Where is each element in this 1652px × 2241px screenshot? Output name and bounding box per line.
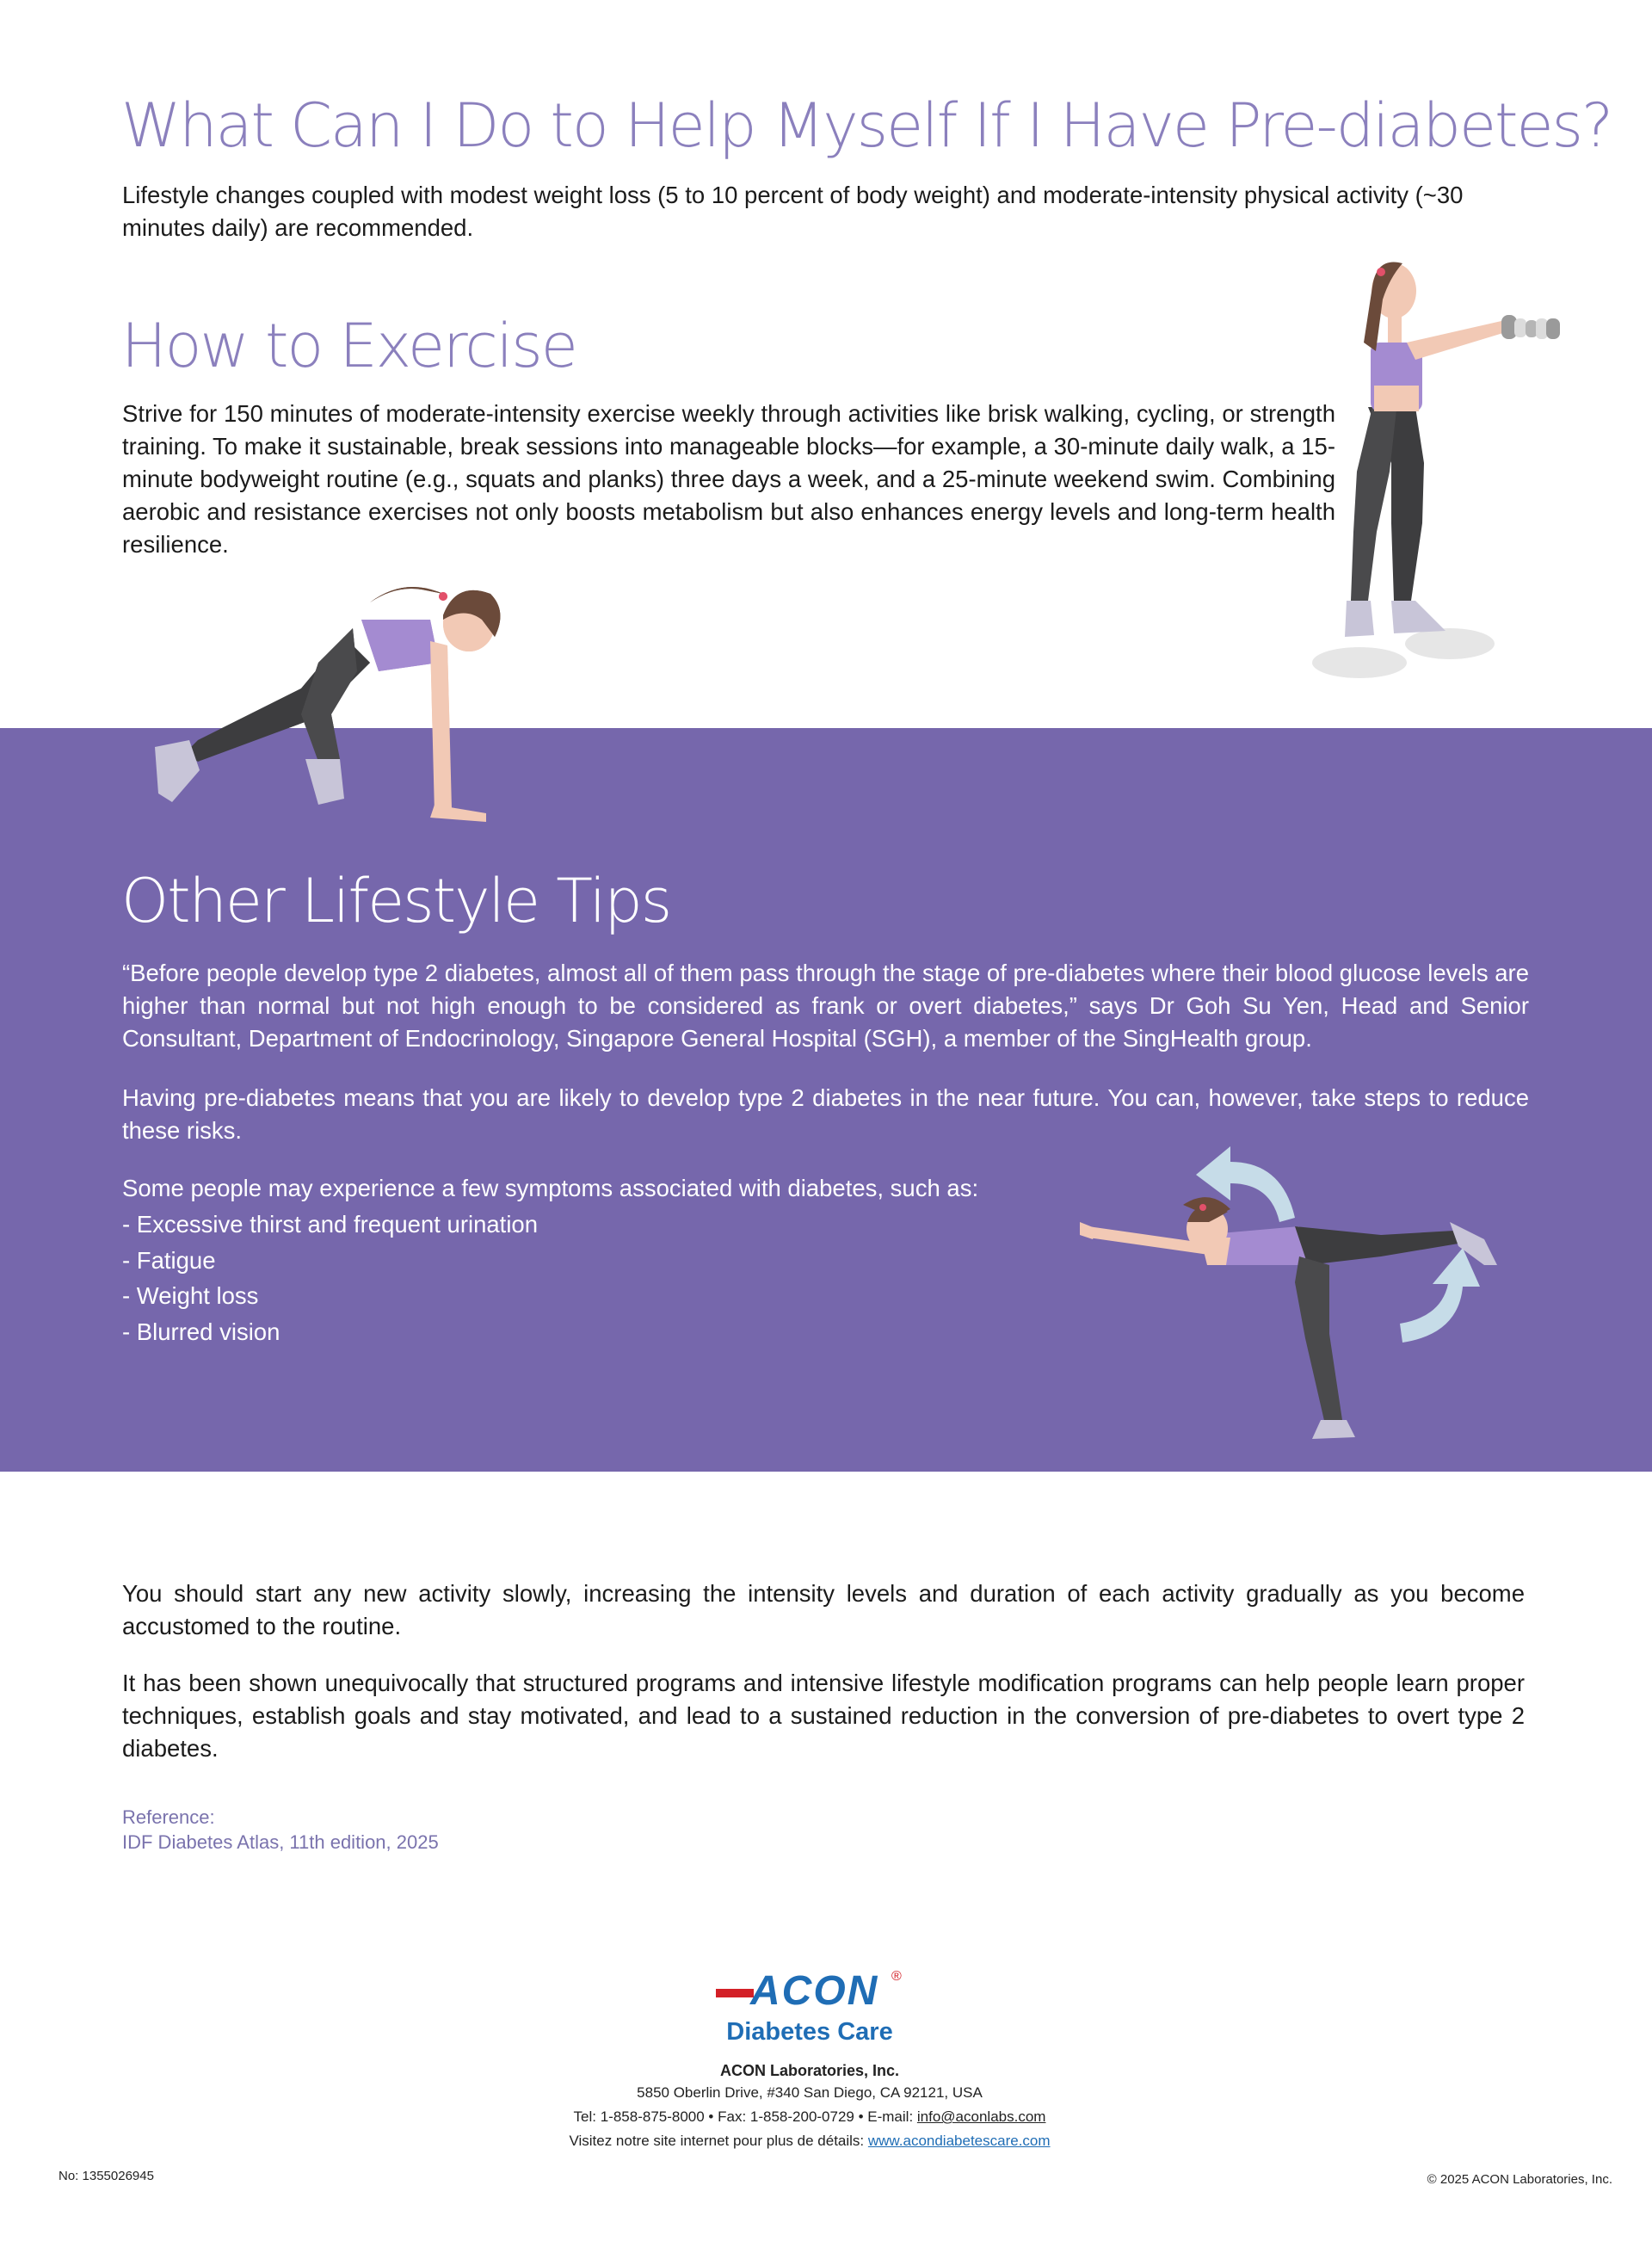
list-item: - Fatigue [122, 1246, 216, 1274]
contact-text: Tel: 1-858-875-8000 • Fax: 1-858-200-0729 • E-mail: [573, 2108, 917, 2125]
lifestyle-tips-title: Other Lifestyle Tips [121, 866, 671, 936]
reference-source: IDF Diabetes Atlas, 11th edition, 2025 [122, 1831, 439, 1853]
risk-paragraph: Having pre-diabetes means that you are likely to develop type 2 diabetes in the near future. You can, however, take steps to reduce these risks. [122, 1084, 1529, 1144]
exercise-paragraph: Strive for 150 minutes of moderate-intensity exercise weekly through activities like brisk walking, cycling, or strength training. To make it sustainable, break sessions into manageable blocks—for example, a 30-minute daily walk, a 15-minute bodyweight routine (e.g., squats and planks) three days a week, and a 25-minute weekend swim. Combining aerobic and resistance exercises not only boosts metabolism but also enhances energy levels and long-term health resilience. [122, 400, 1335, 558]
logo-subtitle: Diabetes Care [726, 2018, 893, 2046]
email-link[interactable]: info@aconlabs.com [916, 2108, 1046, 2125]
intro-paragraph: Lifestyle changes coupled with modest weight loss (5 to 10 percent of body weight) and moderate-intensity physical activity (~30 minutes daily) are recommended. [122, 182, 1464, 241]
acon-logo [716, 1969, 940, 2021]
reference [122, 1805, 439, 1855]
copyright: © 2025 ACON Laboratories, Inc. [1427, 2172, 1612, 2187]
doctor-quote: “Before people develop type 2 diabetes, almost all of them pass through the stage of pre-diabetes where their blood glucose levels are higher than normal but not high enough to be considered as frank or overt diabetes,” says Dr Goh Su Yen, Head and Senior Consultant, Department of Endocrinology, Singapore General Hospital (SGH), a member of the SingHealth group. [122, 960, 1529, 1052]
symptoms-intro: Some people may experience a few symptoms associated with diabetes, such as: [122, 1175, 979, 1201]
main-title: What Can I Do to Help Myself If I Have Pre-diabetes? [121, 90, 1612, 161]
document-number: No: 1355026945 [59, 2169, 154, 2183]
website-text: Visitez notre site internet pour plus de détails: [569, 2133, 868, 2149]
company-address: 5850 Oberlin Drive, #340 San Diego, CA 92121, USA [637, 2084, 983, 2101]
list-item: - Excessive thirst and frequent urination [122, 1211, 539, 1238]
symptoms-list [122, 1207, 538, 1349]
exercise-title: How to Exercise [121, 311, 576, 381]
mountain-climber-woman-overlay [146, 568, 576, 826]
list-item: - Blurred vision [122, 1318, 280, 1345]
contact-line [0, 2108, 1619, 2126]
programs-paragraph: It has been shown unequivocally that structured programs and intensive lifestyle modification programs can help people learn proper techniques, establish goals and stay motivated, and lead to a sustained reduction in the conversion of pre-diabetes to overt type 2 diabetes. [122, 1670, 1525, 1762]
company-name: ACON Laboratories, Inc. [719, 2062, 900, 2079]
reference-label: Reference: [122, 1806, 215, 1828]
website-link[interactable]: www.acondiabetescare.com [867, 2133, 1051, 2149]
balance-pose-woman-illustration [1080, 1136, 1579, 1446]
start-slowly-paragraph: You should start any new activity slowly, increasing the intensity levels and duration of each activity gradually as you become accustomed to the routine. [122, 1580, 1525, 1639]
logo-wordmark: ACON [750, 1968, 879, 2014]
website-line [0, 2133, 1619, 2150]
list-item: - Weight loss [122, 1282, 259, 1309]
logo-registered-mark: ® [891, 1969, 902, 1984]
logo-red-bar [716, 1989, 754, 1997]
standing-dumbbell-woman-illustration [1295, 239, 1596, 695]
